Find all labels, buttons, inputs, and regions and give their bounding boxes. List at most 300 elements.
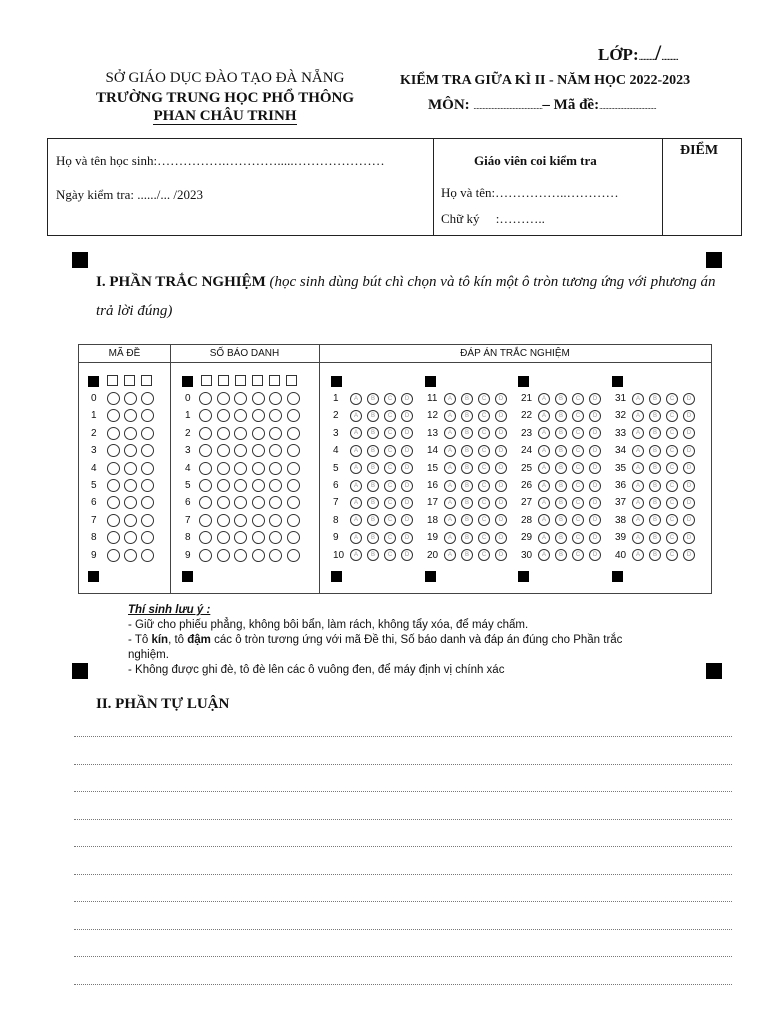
answer-bubble-b[interactable]: B: [367, 410, 379, 422]
answer-bubble-a[interactable]: A: [632, 532, 644, 544]
answer-bubble-a[interactable]: A: [632, 480, 644, 492]
answer-bubble-a[interactable]: A: [538, 410, 550, 422]
student-id-bubble[interactable]: [217, 427, 230, 440]
student-id-bubble[interactable]: [252, 514, 265, 527]
answer-bubble-b[interactable]: B: [367, 514, 379, 526]
subject-dots: ..............................................: [473, 102, 543, 111]
answer-bubble-c[interactable]: C: [478, 410, 490, 422]
student-id-bubble[interactable]: [287, 427, 300, 440]
answer-bubble-d[interactable]: D: [495, 497, 507, 509]
student-id-bubble[interactable]: [199, 462, 212, 475]
answer-bubble-c[interactable]: C: [666, 410, 678, 422]
writing-line: [74, 819, 732, 820]
student-id-bubble[interactable]: [217, 549, 230, 562]
answer-bubble-a[interactable]: A: [350, 445, 362, 457]
question-number: 13: [427, 427, 439, 439]
answer-bubble-b[interactable]: B: [555, 549, 567, 561]
answer-bubble-a[interactable]: A: [538, 427, 550, 439]
answer-bubble-c[interactable]: C: [478, 480, 490, 492]
exam-code-bubble[interactable]: [124, 444, 137, 457]
answer-bubble-c[interactable]: C: [666, 514, 678, 526]
student-id-bubble[interactable]: [234, 409, 247, 422]
answer-bubble-d[interactable]: D: [495, 532, 507, 544]
student-id-bubble[interactable]: [199, 531, 212, 544]
answer-bubble-d[interactable]: D: [495, 393, 507, 405]
answer-bubble-a[interactable]: A: [444, 532, 456, 544]
answer-bubble-c[interactable]: C: [666, 549, 678, 561]
question-number: 1: [333, 393, 339, 404]
student-id-bubble[interactable]: [199, 409, 212, 422]
student-id-bubble[interactable]: [199, 392, 212, 405]
digit-label: 8: [185, 532, 191, 544]
question-number: 20: [427, 549, 439, 561]
student-id-bubble[interactable]: [287, 479, 300, 492]
answer-bubble-d[interactable]: D: [401, 532, 413, 544]
answer-bubble-a[interactable]: A: [538, 480, 550, 492]
answer-bubble-c[interactable]: C: [666, 393, 678, 405]
answer-bubble-b[interactable]: B: [649, 480, 661, 492]
student-id-bubble[interactable]: [234, 531, 247, 544]
answer-bubble-a[interactable]: A: [632, 462, 644, 474]
writing-line: [74, 929, 732, 930]
student-id-bubble[interactable]: [269, 427, 282, 440]
answer-bubble-a[interactable]: A: [538, 532, 550, 544]
answer-bubble-b[interactable]: B: [367, 497, 379, 509]
student-id-bubble[interactable]: [234, 479, 247, 492]
answer-bubble-b[interactable]: B: [649, 410, 661, 422]
exam-code-bubble[interactable]: [107, 531, 120, 544]
exam-code-bubble[interactable]: [141, 531, 154, 544]
signature-field: [441, 211, 545, 227]
answer-bubble-c[interactable]: C: [384, 462, 396, 474]
answer-bubble-b[interactable]: B: [649, 549, 661, 561]
exam-code-bubble[interactable]: [107, 392, 120, 405]
student-id-bubble[interactable]: [269, 409, 282, 422]
answer-bubble-c[interactable]: C: [572, 445, 584, 457]
answer-bubble-b[interactable]: B: [555, 445, 567, 457]
student-id-bubble[interactable]: [252, 531, 265, 544]
answer-bubble-b[interactable]: B: [461, 514, 473, 526]
answer-bubble-b[interactable]: B: [555, 462, 567, 474]
note-line: [128, 633, 628, 663]
student-id-bubble[interactable]: [287, 444, 300, 457]
answer-bubble-b[interactable]: B: [555, 427, 567, 439]
answer-bubble-a[interactable]: A: [632, 393, 644, 405]
answer-bubble-a[interactable]: A: [538, 393, 550, 405]
answer-bubble-c[interactable]: C: [478, 514, 490, 526]
exam-code-bubble[interactable]: [107, 409, 120, 422]
exam-code-dots: ......................................: [599, 102, 657, 111]
exam-code-bubble[interactable]: [107, 444, 120, 457]
answer-bubble-a[interactable]: A: [632, 549, 644, 561]
answer-bubble-c[interactable]: C: [478, 497, 490, 509]
question-number: 35: [615, 462, 627, 474]
answer-bubble-a[interactable]: A: [350, 462, 362, 474]
question-number: 26: [521, 480, 533, 491]
answer-bubble-c[interactable]: C: [666, 445, 678, 457]
answer-bubble-c[interactable]: C: [666, 462, 678, 474]
student-id-bubble[interactable]: [217, 444, 230, 457]
question-number: 15: [427, 462, 439, 474]
answer-bubble-c[interactable]: C: [384, 393, 396, 405]
student-id-bubble[interactable]: [269, 531, 282, 544]
student-id-bubble[interactable]: [287, 462, 300, 475]
question-number: 14: [427, 445, 439, 457]
exam-code-bubble[interactable]: [141, 392, 154, 405]
student-id-bubble[interactable]: [217, 531, 230, 544]
answer-bubble-b[interactable]: B: [367, 549, 379, 561]
exam-code-bubble[interactable]: [124, 531, 137, 544]
student-id-bubble[interactable]: [199, 496, 212, 509]
student-id-bubble[interactable]: [199, 427, 212, 440]
student-id-bubble[interactable]: [217, 462, 230, 475]
answer-bubble-c[interactable]: C: [572, 410, 584, 422]
answer-bubble-d[interactable]: D: [495, 480, 507, 492]
answer-bubble-a[interactable]: A: [444, 410, 456, 422]
exam-code-bubble[interactable]: [124, 514, 137, 527]
answer-bubble-b[interactable]: B: [461, 445, 473, 457]
answer-bubble-d[interactable]: D: [683, 514, 695, 526]
answer-bubble-d[interactable]: D: [401, 410, 413, 422]
answer-bubble-d[interactable]: D: [589, 462, 601, 474]
answer-bubble-d[interactable]: D: [589, 410, 601, 422]
answer-bubble-a[interactable]: A: [350, 549, 362, 561]
digit-label: 9: [91, 549, 97, 561]
exam-code-bubble[interactable]: [107, 549, 120, 562]
student-id-bubble[interactable]: [269, 462, 282, 475]
answer-bubble-b[interactable]: B: [367, 480, 379, 492]
alignment-mark: [518, 376, 529, 387]
answer-bubble-b[interactable]: B: [367, 445, 379, 457]
question-number: 25: [521, 462, 533, 474]
answer-bubble-b[interactable]: B: [649, 462, 661, 474]
alignment-mark: [612, 571, 623, 582]
answer-bubble-c[interactable]: C: [478, 462, 490, 474]
student-id-bubble[interactable]: [217, 392, 230, 405]
answer-bubble-d[interactable]: D: [401, 427, 413, 439]
student-id-bubble[interactable]: [199, 444, 212, 457]
exam-code-bubble[interactable]: [107, 514, 120, 527]
answer-bubble-a[interactable]: A: [632, 410, 644, 422]
exam-code-bubble[interactable]: [124, 549, 137, 562]
student-id-bubble[interactable]: [234, 549, 247, 562]
answer-bubble-b[interactable]: B: [649, 427, 661, 439]
student-id-bubble[interactable]: [269, 479, 282, 492]
student-id-bubble[interactable]: [252, 462, 265, 475]
answer-bubble-d[interactable]: D: [589, 445, 601, 457]
question-number: 22: [521, 410, 533, 422]
student-id-bubble[interactable]: [252, 444, 265, 457]
answer-bubble-a[interactable]: A: [538, 497, 550, 509]
answer-bubble-c[interactable]: C: [666, 427, 678, 439]
answer-bubble-a[interactable]: A: [538, 514, 550, 526]
student-id-bubble[interactable]: [234, 462, 247, 475]
answer-bubble-b[interactable]: B: [555, 480, 567, 492]
answer-bubble-d[interactable]: D: [683, 497, 695, 509]
answer-bubble-d[interactable]: D: [683, 410, 695, 422]
answer-bubble-d[interactable]: D: [495, 410, 507, 422]
answer-bubble-d[interactable]: D: [401, 497, 413, 509]
header-exam-code: MÃ ĐỀ: [79, 345, 170, 363]
student-id-bubble[interactable]: [269, 514, 282, 527]
exam-date-field: Ngày kiểm tra: ....../... /2023: [56, 187, 203, 202]
answer-bubble-a[interactable]: A: [350, 532, 362, 544]
answer-bubble-a[interactable]: A: [444, 427, 456, 439]
question-number: 24: [521, 445, 533, 457]
answer-bubble-c[interactable]: C: [478, 393, 490, 405]
answer-bubble-a[interactable]: A: [444, 480, 456, 492]
answer-bubble-d[interactable]: D: [683, 462, 695, 474]
student-id-bubble[interactable]: [269, 444, 282, 457]
exam-code-bubble[interactable]: [141, 514, 154, 527]
student-id-bubble[interactable]: [234, 496, 247, 509]
question-number: 29: [521, 532, 533, 544]
question-number: 17: [427, 497, 439, 509]
answer-bubble-c[interactable]: C: [478, 532, 490, 544]
question-number: 23: [521, 427, 533, 439]
note-text: , tô: [168, 634, 188, 646]
question-number: 5: [333, 462, 339, 474]
question-number: 9: [333, 532, 339, 544]
answer-bubble-a[interactable]: A: [538, 462, 550, 474]
student-id-bubble[interactable]: [252, 549, 265, 562]
answer-bubble-b[interactable]: B: [461, 427, 473, 439]
answer-bubble-d[interactable]: D: [401, 393, 413, 405]
exam-code-bubble[interactable]: [141, 444, 154, 457]
question-number: 30: [521, 549, 533, 561]
question-number: 19: [427, 532, 439, 544]
answer-bubble-d[interactable]: D: [401, 549, 413, 561]
student-id-bubble[interactable]: [252, 392, 265, 405]
answer-bubble-c[interactable]: C: [572, 549, 584, 561]
answer-bubble-c[interactable]: C: [572, 427, 584, 439]
answer-bubble-c[interactable]: C: [572, 532, 584, 544]
section-multiple-choice: [96, 268, 716, 326]
answer-bubble-a[interactable]: A: [444, 393, 456, 405]
answer-bubble-b[interactable]: B: [367, 532, 379, 544]
answer-bubble-b[interactable]: B: [649, 497, 661, 509]
answer-bubble-b[interactable]: B: [649, 445, 661, 457]
student-id-bubble[interactable]: [287, 514, 300, 527]
answer-bubble-d[interactable]: D: [589, 427, 601, 439]
answer-bubble-d[interactable]: D: [401, 480, 413, 492]
answer-sheet: [78, 344, 712, 594]
exam-code-bubble[interactable]: [107, 462, 120, 475]
note-emphasis: kín: [151, 634, 169, 646]
answer-bubble-a[interactable]: A: [444, 462, 456, 474]
answer-bubble-c[interactable]: C: [572, 462, 584, 474]
answer-bubble-d[interactable]: D: [683, 532, 695, 544]
answer-bubble-c[interactable]: C: [384, 497, 396, 509]
answer-bubble-a[interactable]: A: [632, 445, 644, 457]
answer-bubble-b[interactable]: B: [461, 393, 473, 405]
student-id-bubble[interactable]: [287, 496, 300, 509]
answer-bubble-d[interactable]: D: [495, 445, 507, 457]
answer-bubble-a[interactable]: A: [632, 427, 644, 439]
answer-bubble-b[interactable]: B: [367, 427, 379, 439]
student-id-bubble[interactable]: [269, 549, 282, 562]
exam-code-bubble[interactable]: [107, 479, 120, 492]
exam-code-bubble[interactable]: [124, 427, 137, 440]
answer-bubble-a[interactable]: A: [538, 549, 550, 561]
exam-code-bubble[interactable]: [107, 496, 120, 509]
answer-bubble-d[interactable]: D: [589, 514, 601, 526]
answer-bubble-d[interactable]: D: [589, 497, 601, 509]
answer-bubble-c[interactable]: C: [666, 480, 678, 492]
exam-code-bubble[interactable]: [141, 496, 154, 509]
class-slash: /: [655, 40, 662, 65]
question-number: 10: [333, 549, 345, 561]
answer-bubble-b[interactable]: B: [367, 393, 379, 405]
student-id-bubble[interactable]: [252, 409, 265, 422]
answer-bubble-c[interactable]: C: [384, 532, 396, 544]
answer-bubble-d[interactable]: D: [401, 462, 413, 474]
student-id-bubble[interactable]: [217, 409, 230, 422]
answer-bubble-a[interactable]: A: [350, 497, 362, 509]
student-id-bubble[interactable]: [217, 496, 230, 509]
answer-bubble-b[interactable]: B: [555, 393, 567, 405]
answer-bubble-b[interactable]: B: [461, 462, 473, 474]
answer-bubble-a[interactable]: A: [350, 393, 362, 405]
answer-bubble-c[interactable]: C: [572, 480, 584, 492]
answer-bubble-d[interactable]: D: [589, 393, 601, 405]
exam-code-bubble[interactable]: [124, 479, 137, 492]
answer-bubble-a[interactable]: A: [632, 497, 644, 509]
answer-bubble-a[interactable]: A: [350, 427, 362, 439]
answer-bubble-d[interactable]: D: [401, 514, 413, 526]
answer-bubble-b[interactable]: B: [649, 514, 661, 526]
answer-bubble-a[interactable]: A: [350, 514, 362, 526]
answer-bubble-a[interactable]: A: [632, 514, 644, 526]
digit-label: 5: [185, 480, 191, 491]
answer-bubble-c[interactable]: C: [384, 480, 396, 492]
exam-code-bubble[interactable]: [141, 462, 154, 475]
answer-bubble-d[interactable]: D: [683, 480, 695, 492]
answer-bubble-d[interactable]: D: [495, 427, 507, 439]
exam-code-bubble[interactable]: [141, 479, 154, 492]
answer-bubble-a[interactable]: A: [538, 445, 550, 457]
answer-bubble-b[interactable]: B: [555, 514, 567, 526]
answer-bubble-a[interactable]: A: [444, 549, 456, 561]
alignment-mark-bottom-right: [706, 663, 722, 679]
answer-bubble-d[interactable]: D: [589, 549, 601, 561]
answer-bubble-b[interactable]: B: [461, 410, 473, 422]
student-id-bubble[interactable]: [287, 409, 300, 422]
student-id-bubble[interactable]: [199, 549, 212, 562]
exam-code-bubble[interactable]: [141, 427, 154, 440]
student-id-bubble[interactable]: [217, 514, 230, 527]
class-field: [598, 40, 678, 66]
answer-bubble-b[interactable]: B: [555, 532, 567, 544]
exam-code-bubble[interactable]: [107, 427, 120, 440]
answer-bubble-b[interactable]: B: [461, 549, 473, 561]
answer-bubble-c[interactable]: C: [478, 549, 490, 561]
student-id-bubble[interactable]: [234, 427, 247, 440]
student-id-bubble[interactable]: [234, 514, 247, 527]
digit-label: 3: [185, 445, 191, 457]
exam-code-bubble[interactable]: [124, 392, 137, 405]
answer-bubble-a[interactable]: A: [350, 480, 362, 492]
answer-bubble-c[interactable]: C: [572, 497, 584, 509]
answer-bubble-a[interactable]: A: [444, 497, 456, 509]
student-id-bubble[interactable]: [234, 392, 247, 405]
answer-bubble-d[interactable]: D: [495, 549, 507, 561]
student-id-bubble[interactable]: [252, 496, 265, 509]
exam-code-bubble[interactable]: [124, 496, 137, 509]
writing-line: [74, 956, 732, 957]
digit-label: 4: [185, 462, 191, 474]
answer-bubble-d[interactable]: D: [683, 427, 695, 439]
answer-bubble-d[interactable]: D: [683, 445, 695, 457]
answer-bubble-c[interactable]: C: [478, 427, 490, 439]
answer-bubble-b[interactable]: B: [461, 480, 473, 492]
exam-code-bubble[interactable]: [141, 409, 154, 422]
answer-bubble-c[interactable]: C: [384, 427, 396, 439]
answer-bubble-c[interactable]: C: [478, 445, 490, 457]
answer-bubble-c[interactable]: C: [572, 514, 584, 526]
answer-bubble-c[interactable]: C: [666, 532, 678, 544]
answer-bubble-c[interactable]: C: [572, 393, 584, 405]
student-id-bubble[interactable]: [252, 479, 265, 492]
student-id-bubble[interactable]: [287, 549, 300, 562]
answer-bubble-b[interactable]: B: [461, 532, 473, 544]
answer-bubble-b[interactable]: B: [367, 462, 379, 474]
answer-bubble-a[interactable]: A: [350, 410, 362, 422]
answer-bubble-a[interactable]: A: [444, 514, 456, 526]
note-emphasis: đậm: [187, 634, 211, 646]
answer-bubble-c[interactable]: C: [384, 445, 396, 457]
answer-bubble-d[interactable]: D: [495, 514, 507, 526]
answer-bubble-d[interactable]: D: [589, 532, 601, 544]
student-id-bubble[interactable]: [199, 479, 212, 492]
answer-bubble-d[interactable]: D: [683, 549, 695, 561]
answer-bubble-c[interactable]: C: [384, 549, 396, 561]
answer-bubble-d[interactable]: D: [589, 480, 601, 492]
answer-bubble-c[interactable]: C: [384, 514, 396, 526]
student-id-bubble[interactable]: [269, 496, 282, 509]
exam-code-bubble[interactable]: [124, 462, 137, 475]
proctor-cell: [434, 139, 663, 235]
answer-bubble-d[interactable]: D: [495, 462, 507, 474]
answer-bubble-b[interactable]: B: [649, 532, 661, 544]
answer-bubble-b[interactable]: B: [555, 497, 567, 509]
answer-bubble-b[interactable]: B: [649, 393, 661, 405]
score-label: ĐIỂM: [680, 143, 719, 158]
exam-code-bubble[interactable]: [124, 409, 137, 422]
exam-code-bubble[interactable]: [141, 549, 154, 562]
student-id-bubble[interactable]: [234, 444, 247, 457]
answer-bubble-b[interactable]: B: [555, 410, 567, 422]
student-id-bubble[interactable]: [217, 479, 230, 492]
student-id-bubble[interactable]: [252, 427, 265, 440]
answer-bubble-a[interactable]: A: [444, 445, 456, 457]
answer-bubble-c[interactable]: C: [384, 410, 396, 422]
class-label: LỚP:: [598, 45, 639, 64]
digit-label: 7: [91, 514, 97, 526]
question-number: 6: [333, 480, 339, 491]
alignment-mark: [88, 571, 99, 582]
answer-bubble-c[interactable]: C: [666, 497, 678, 509]
student-id-bubble[interactable]: [269, 392, 282, 405]
student-id-bubble[interactable]: [287, 392, 300, 405]
answer-bubble-d[interactable]: D: [683, 393, 695, 405]
answer-bubble-b[interactable]: B: [461, 497, 473, 509]
answer-bubble-d[interactable]: D: [401, 445, 413, 457]
digit-label: 0: [91, 393, 97, 404]
alignment-mark: [518, 571, 529, 582]
student-id-bubble[interactable]: [287, 531, 300, 544]
student-id-bubble[interactable]: [199, 514, 212, 527]
